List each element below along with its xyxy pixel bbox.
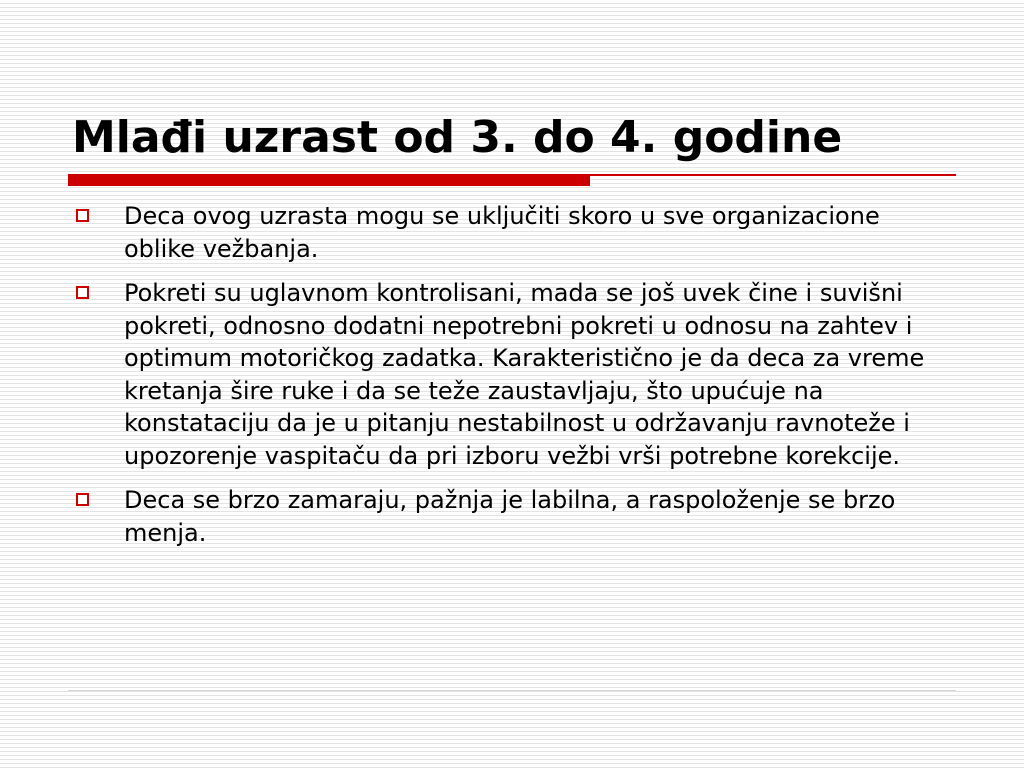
footer-divider: [68, 690, 956, 691]
bullet-text: Pokreti su uglavnom kontrolisani, mada se još uvek čine i suvišni pokreti, odnosno dodatni nepotrebni pokreti u odnosu na zahtev i optimum motoričkog zadatka. Karakteristično je da deca za vreme kretanja šire ruke i da se teže zaustavljaju, što upućuje na konstataciju da je u pitanju nestabilnost u održavanju ravnoteže i upozorenje vaspitaču da pri izboru vežbi vrši potrebne korekcije.: [124, 279, 925, 470]
list-item: [72, 200, 952, 265]
bullet-text: Deca se brzo zamaraju, pažnja je labilna, a raspoloženje se brzo menja.: [124, 486, 896, 547]
bullet-list: [72, 200, 952, 561]
bullet-text: Deca ovog uzrasta mogu se uključiti skoro u sve organizacione oblike vežbanja.: [124, 202, 880, 263]
slide-title: Mlađi uzrast od 3. do 4. godine: [72, 112, 843, 163]
list-item: [72, 484, 952, 549]
title-underline-thick: [68, 174, 590, 186]
hollow-square-icon: [76, 493, 89, 506]
list-item: [72, 277, 952, 472]
hollow-square-icon: [76, 286, 89, 299]
hollow-square-icon: [76, 209, 89, 222]
title-underline-thin: [590, 174, 956, 176]
